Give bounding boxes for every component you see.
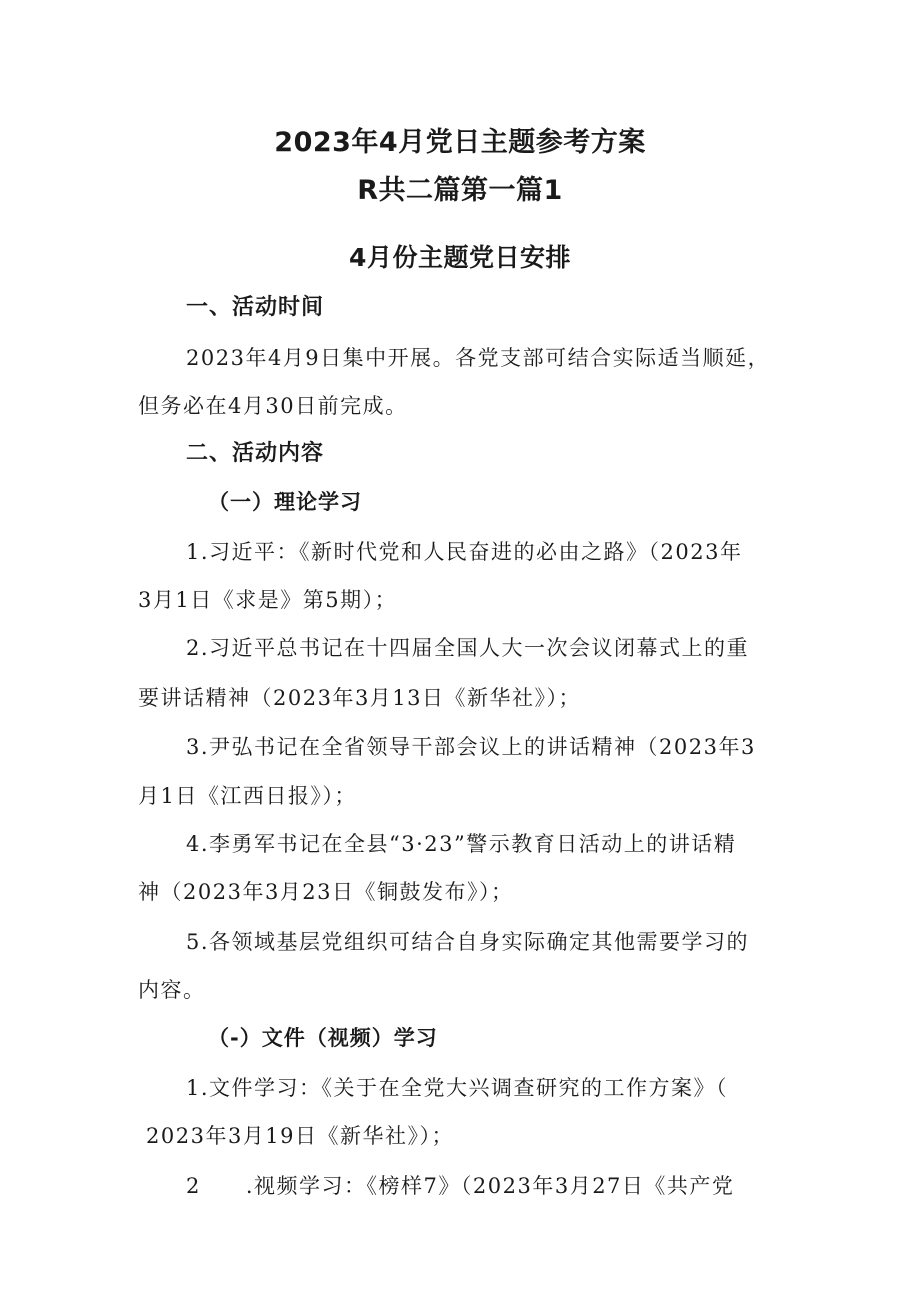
- list-item-continuation: 要讲话精神（2023年3月13日《新华社》）；: [138, 686, 582, 710]
- list-item: 4.李勇军书记在全县“3·23”警示教育日活动上的讲话精: [186, 832, 737, 856]
- subsection-heading: （一）理论学习: [208, 490, 362, 514]
- paragraph-line: 但务必在4月30日前完成。: [138, 394, 408, 418]
- document-subtitle: R共二篇第一篇1: [357, 175, 563, 206]
- document-title: 2023年4月党日主题参考方案: [274, 127, 646, 158]
- list-item: 2.习近平总书记在十四届全国人大一次会议闭幕式上的重: [186, 636, 750, 660]
- list-item-continuation: 内容。: [138, 978, 206, 1002]
- section-title: 4月份主题党日安排: [349, 243, 571, 272]
- list-item-continuation: 神（2023年3月23日《铜鼓发布》）；: [138, 880, 514, 904]
- list-item-continuation: 2023年3月19日《新华社》）；: [146, 1124, 455, 1148]
- list-item-continuation: 3月1日《求是》第5期）；: [138, 588, 398, 612]
- list-item: 1.习近平：《新时代党和人民奋进的必由之路》（2023年: [186, 540, 743, 564]
- subsection-heading: （-）文件（视频）学习: [208, 1026, 438, 1050]
- section-heading: 二、活动内容: [186, 441, 325, 466]
- section-heading: 一、活动时间: [186, 295, 325, 320]
- list-item: 2 .视频学习：《榜样7》（2023年3月27日《共产党: [186, 1174, 735, 1198]
- list-item: 5.各领域基层党组织可结合自身实际确定其他需要学习的: [186, 930, 750, 954]
- list-item: 3.尹弘书记在全省领导干部会议上的讲话精神（2023年3: [186, 735, 756, 759]
- list-item-continuation: 月1日《江西日报》）；: [138, 784, 357, 808]
- paragraph-line: 2023年4月9日集中开展。各党支部可结合实际适当顺延，: [186, 346, 771, 370]
- list-item: 1.文件学习：《关于在全党大兴调查研究的工作方案》（: [186, 1076, 729, 1100]
